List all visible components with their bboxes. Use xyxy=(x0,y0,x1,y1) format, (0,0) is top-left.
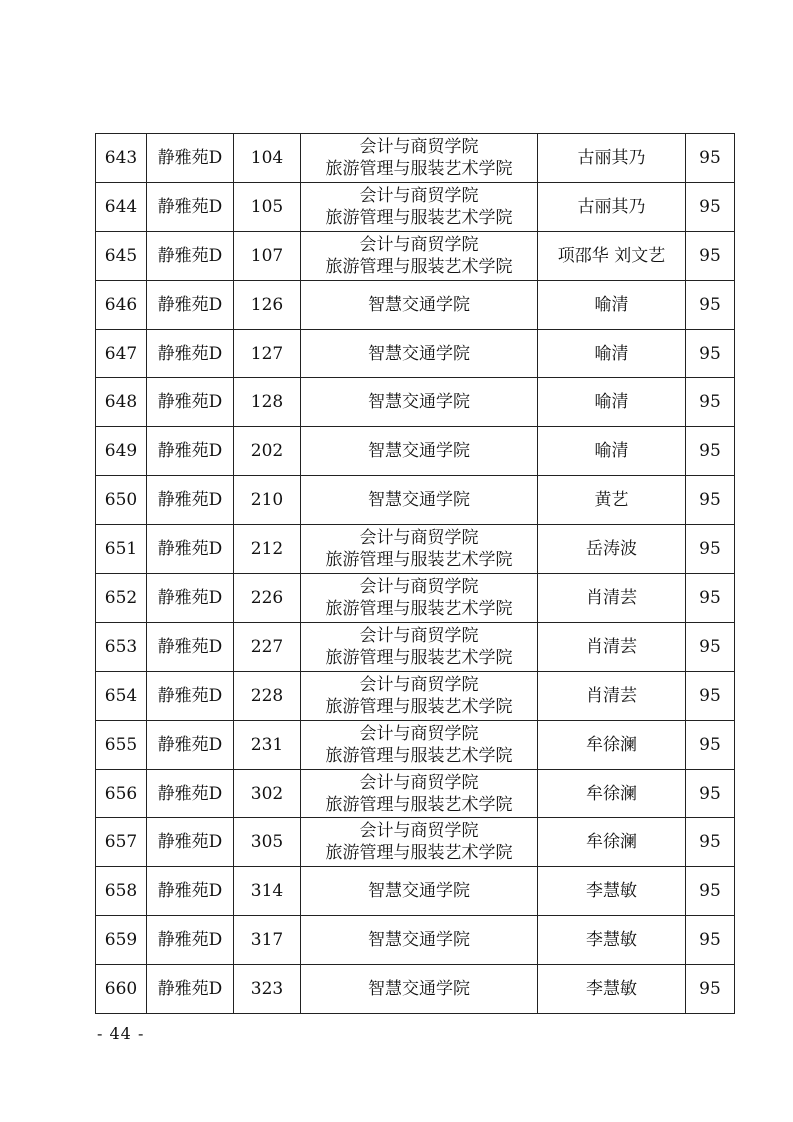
building-cell: 静雅苑D xyxy=(147,671,234,720)
room-cell: 228 xyxy=(234,671,301,720)
score-cell: 95 xyxy=(686,867,735,916)
room-cell: 212 xyxy=(234,525,301,574)
college-name: 会计与商贸学院 xyxy=(359,625,479,646)
table-row xyxy=(96,280,735,329)
college-name: 智慧交通学院 xyxy=(368,294,470,315)
responsible-person-cell: 黄艺 xyxy=(538,476,686,525)
college-name: 会计与商贸学院 xyxy=(359,185,479,206)
college-name: 智慧交通学院 xyxy=(368,392,470,413)
college-name: 旅游管理与服装艺术学院 xyxy=(325,696,513,717)
table-row xyxy=(96,134,735,183)
score-cell: 95 xyxy=(686,720,735,769)
table-row xyxy=(96,916,735,965)
college-name: 会计与商贸学院 xyxy=(359,234,479,255)
building-cell: 静雅苑D xyxy=(147,818,234,867)
responsible-person-cell: 喻清 xyxy=(538,427,686,476)
college-cell xyxy=(301,525,538,574)
college-name: 智慧交通学院 xyxy=(368,343,470,364)
responsible-person-cell: 古丽其乃 xyxy=(538,134,686,183)
responsible-person-cell: 李慧敏 xyxy=(538,916,686,965)
table-row xyxy=(96,818,735,867)
score-cell: 95 xyxy=(686,329,735,378)
college-name: 智慧交通学院 xyxy=(368,490,470,511)
college-cell xyxy=(301,134,538,183)
table-row xyxy=(96,525,735,574)
row-number-cell: 658 xyxy=(96,867,147,916)
college-name: 智慧交通学院 xyxy=(368,441,470,462)
score-cell: 95 xyxy=(686,769,735,818)
room-cell: 104 xyxy=(234,134,301,183)
building-cell: 静雅苑D xyxy=(147,574,234,623)
score-cell: 95 xyxy=(686,525,735,574)
building-cell: 静雅苑D xyxy=(147,916,234,965)
college-name: 会计与商贸学院 xyxy=(359,772,479,793)
score-cell: 95 xyxy=(686,574,735,623)
room-cell: 227 xyxy=(234,622,301,671)
room-cell: 126 xyxy=(234,280,301,329)
college-name: 会计与商贸学院 xyxy=(359,723,479,744)
score-cell: 95 xyxy=(686,231,735,280)
score-cell: 95 xyxy=(686,134,735,183)
college-name: 智慧交通学院 xyxy=(368,930,470,951)
building-cell: 静雅苑D xyxy=(147,231,234,280)
college-cell xyxy=(301,574,538,623)
room-cell: 210 xyxy=(234,476,301,525)
row-number-cell: 649 xyxy=(96,427,147,476)
row-number-cell: 646 xyxy=(96,280,147,329)
score-cell: 95 xyxy=(686,965,735,1014)
college-name: 会计与商贸学院 xyxy=(359,576,479,597)
responsible-person-cell: 岳涛波 xyxy=(538,525,686,574)
row-number-cell: 651 xyxy=(96,525,147,574)
college-cell xyxy=(301,231,538,280)
row-number-cell: 653 xyxy=(96,622,147,671)
college-cell xyxy=(301,671,538,720)
table-row xyxy=(96,622,735,671)
table-row xyxy=(96,867,735,916)
college-cell xyxy=(301,280,538,329)
building-cell: 静雅苑D xyxy=(147,134,234,183)
score-cell: 95 xyxy=(686,280,735,329)
table-row xyxy=(96,182,735,231)
college-name: 旅游管理与服装艺术学院 xyxy=(325,647,513,668)
table-row xyxy=(96,574,735,623)
row-number-cell: 643 xyxy=(96,134,147,183)
row-number-cell: 656 xyxy=(96,769,147,818)
room-cell: 128 xyxy=(234,378,301,427)
responsible-person-cell: 牟徐澜 xyxy=(538,720,686,769)
table-row xyxy=(96,231,735,280)
room-cell: 302 xyxy=(234,769,301,818)
college-cell xyxy=(301,965,538,1014)
college-cell xyxy=(301,769,538,818)
room-cell: 226 xyxy=(234,574,301,623)
score-cell: 95 xyxy=(686,182,735,231)
page-number: - 44 - xyxy=(97,1024,145,1043)
building-cell: 静雅苑D xyxy=(147,720,234,769)
college-cell xyxy=(301,427,538,476)
score-cell: 95 xyxy=(686,622,735,671)
college-cell xyxy=(301,622,538,671)
score-cell: 95 xyxy=(686,916,735,965)
row-number-cell: 655 xyxy=(96,720,147,769)
building-cell: 静雅苑D xyxy=(147,182,234,231)
college-name: 旅游管理与服装艺术学院 xyxy=(325,550,513,571)
college-name: 旅游管理与服装艺术学院 xyxy=(325,745,513,766)
table-row xyxy=(96,769,735,818)
room-cell: 314 xyxy=(234,867,301,916)
building-cell: 静雅苑D xyxy=(147,525,234,574)
college-name: 会计与商贸学院 xyxy=(359,136,479,157)
building-cell: 静雅苑D xyxy=(147,867,234,916)
college-name: 智慧交通学院 xyxy=(368,979,470,1000)
college-name: 会计与商贸学院 xyxy=(359,674,479,695)
room-cell: 305 xyxy=(234,818,301,867)
college-name: 智慧交通学院 xyxy=(368,881,470,902)
responsible-person-cell: 肖清芸 xyxy=(538,574,686,623)
table-row xyxy=(96,671,735,720)
college-name: 旅游管理与服装艺术学院 xyxy=(325,598,513,619)
responsible-person-cell: 肖清芸 xyxy=(538,622,686,671)
row-number-cell: 657 xyxy=(96,818,147,867)
responsible-person-cell: 项邵华 刘文艺 xyxy=(538,231,686,280)
building-cell: 静雅苑D xyxy=(147,476,234,525)
room-cell: 127 xyxy=(234,329,301,378)
score-cell: 95 xyxy=(686,427,735,476)
responsible-person-cell: 古丽其乃 xyxy=(538,182,686,231)
row-number-cell: 659 xyxy=(96,916,147,965)
college-cell xyxy=(301,867,538,916)
score-cell: 95 xyxy=(686,818,735,867)
table-row xyxy=(96,476,735,525)
college-cell xyxy=(301,476,538,525)
building-cell: 静雅苑D xyxy=(147,378,234,427)
score-cell: 95 xyxy=(686,476,735,525)
responsible-person-cell: 牟徐澜 xyxy=(538,769,686,818)
college-cell xyxy=(301,182,538,231)
room-cell: 231 xyxy=(234,720,301,769)
college-cell xyxy=(301,916,538,965)
college-cell xyxy=(301,329,538,378)
table-row xyxy=(96,427,735,476)
college-name: 会计与商贸学院 xyxy=(359,821,479,842)
responsible-person-cell: 肖清芸 xyxy=(538,671,686,720)
building-cell: 静雅苑D xyxy=(147,769,234,818)
row-number-cell: 652 xyxy=(96,574,147,623)
building-cell: 静雅苑D xyxy=(147,280,234,329)
college-name: 旅游管理与服装艺术学院 xyxy=(325,256,513,277)
college-cell xyxy=(301,720,538,769)
table-row xyxy=(96,720,735,769)
building-cell: 静雅苑D xyxy=(147,427,234,476)
score-cell: 95 xyxy=(686,378,735,427)
responsible-person-cell: 李慧敏 xyxy=(538,867,686,916)
college-name: 旅游管理与服装艺术学院 xyxy=(325,843,513,864)
table-row xyxy=(96,329,735,378)
responsible-person-cell: 喻清 xyxy=(538,329,686,378)
table-row xyxy=(96,965,735,1014)
college-name: 会计与商贸学院 xyxy=(359,528,479,549)
room-cell: 202 xyxy=(234,427,301,476)
row-number-cell: 648 xyxy=(96,378,147,427)
college-name: 旅游管理与服装艺术学院 xyxy=(325,794,513,815)
room-cell: 107 xyxy=(234,231,301,280)
responsible-person-cell: 李慧敏 xyxy=(538,965,686,1014)
responsible-person-cell: 喻清 xyxy=(538,378,686,427)
responsible-person-cell: 牟徐澜 xyxy=(538,818,686,867)
building-cell: 静雅苑D xyxy=(147,965,234,1014)
dormitory-score-table xyxy=(95,133,735,1014)
row-number-cell: 654 xyxy=(96,671,147,720)
row-number-cell: 645 xyxy=(96,231,147,280)
row-number-cell: 660 xyxy=(96,965,147,1014)
room-cell: 317 xyxy=(234,916,301,965)
row-number-cell: 647 xyxy=(96,329,147,378)
college-cell xyxy=(301,378,538,427)
building-cell: 静雅苑D xyxy=(147,329,234,378)
college-name: 旅游管理与服装艺术学院 xyxy=(325,207,513,228)
room-cell: 105 xyxy=(234,182,301,231)
responsible-person-cell: 喻清 xyxy=(538,280,686,329)
college-name: 旅游管理与服装艺术学院 xyxy=(325,158,513,179)
table-row xyxy=(96,378,735,427)
row-number-cell: 650 xyxy=(96,476,147,525)
building-cell: 静雅苑D xyxy=(147,622,234,671)
college-cell xyxy=(301,818,538,867)
row-number-cell: 644 xyxy=(96,182,147,231)
room-cell: 323 xyxy=(234,965,301,1014)
table-body xyxy=(96,134,735,1014)
score-cell: 95 xyxy=(686,671,735,720)
